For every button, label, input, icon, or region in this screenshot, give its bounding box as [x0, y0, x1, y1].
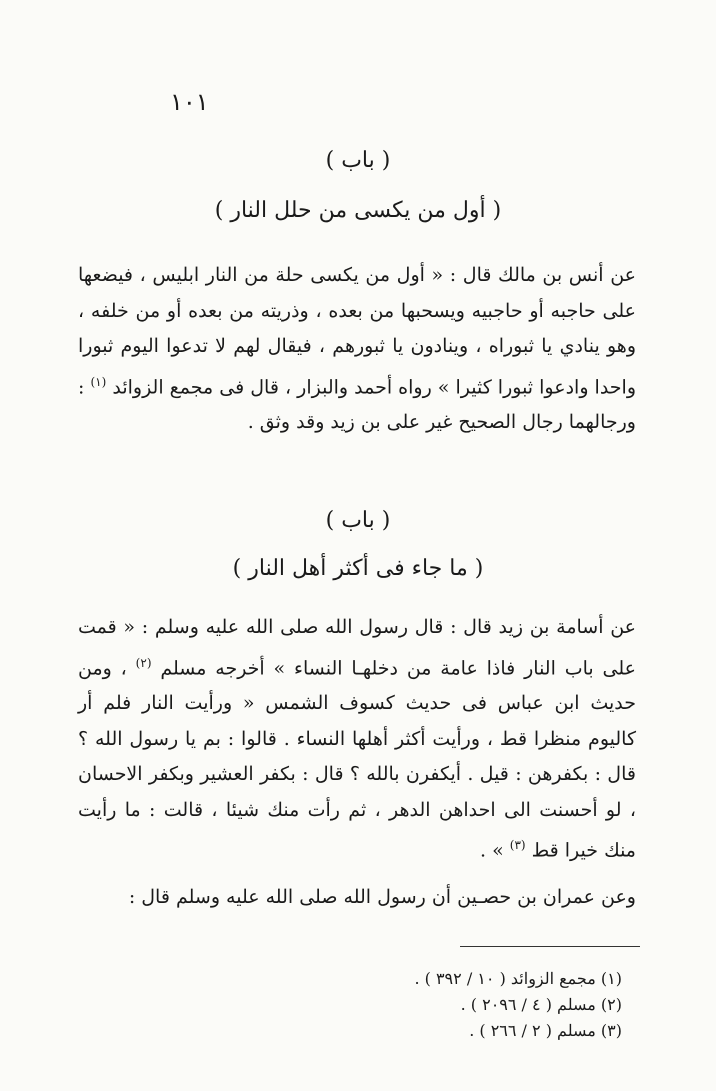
footnotes	[300, 966, 622, 1044]
footnote-1: (١) مجمع الزوائد ( ١٠ / ٣٩٢ ) .	[414, 969, 622, 988]
footnote-ref-2: (٢)	[135, 655, 152, 670]
footnote-divider	[460, 946, 640, 947]
section-2-title: ( باب )	[325, 508, 391, 533]
section-2-text-b: ، ومن حديث ابن عباس فى حديث كسوف الشمس « ورأيت النار فلم أر كاليوم منظرا قط ، ورأيت أكثر أهلها النساء . قالوا : بم يا رسول الله ؟ قال : بكفرهن : قيل . أيكفرن بالله ؟ قال : بكفر العشير وبكفر الاحسان ، لو أحسنت الى احداهن الدهر ، ثم رأت منك شيئا ، قالت : ما رأيت منك خيرا قط	[78, 656, 636, 862]
section-1-title: ( باب )	[325, 148, 391, 173]
footnote-3: (٣) مسلم ( ٢ / ٢٦٦ ) .	[469, 1021, 622, 1040]
footnote-ref-1: (١)	[90, 374, 107, 389]
section-1-subtitle: ( أول من يكسى من حلل النار )	[214, 198, 502, 223]
section-2-text-a: عن أسامة بن زيد قال : قال رسول الله صلى الله عليه وسلم : « قمت على باب النار فاذا عامة من دخلهـا النساء » أخرجه مسلم	[78, 616, 636, 679]
section-1-text-b: : ورجالهما رجال الصحيح غير على بن زيد وقد وثق .	[78, 375, 636, 434]
footnote-2: (٢) مسلم ( ٤ / ٢٠٩٦ ) .	[460, 995, 622, 1014]
section-1-text-a: عن أنس بن مالك قال : « أول من يكسى حلة من النار ابليس ، فيضعها على حاجبه أو حاجبيه ويسحبها من بعده ، وذريته من بعده أو من خلفه ، وهو ينادي يا ثبوراه ، وينادون يا ثبورهم ، فيقال لهم لا تدعوا اليوم ثبورا واحدا وادعوا ثبورا كثيرا » رواه أحمد والبزار ، قال فى مجمع الزوائد	[78, 264, 636, 398]
page-number: ١٠١	[170, 88, 209, 116]
section-2-text-c: » .	[479, 839, 504, 862]
section-2-paragraph	[78, 610, 636, 869]
section-2-subtitle: ( ما جاء فى أكثر أهل النار )	[232, 556, 484, 581]
footnote-ref-3: (٣)	[509, 838, 526, 853]
last-paragraph: وعن عمران بن حصـين أن رسول الله صلى الله عليه وسلم قال :	[128, 886, 636, 908]
section-1-paragraph	[78, 258, 636, 441]
